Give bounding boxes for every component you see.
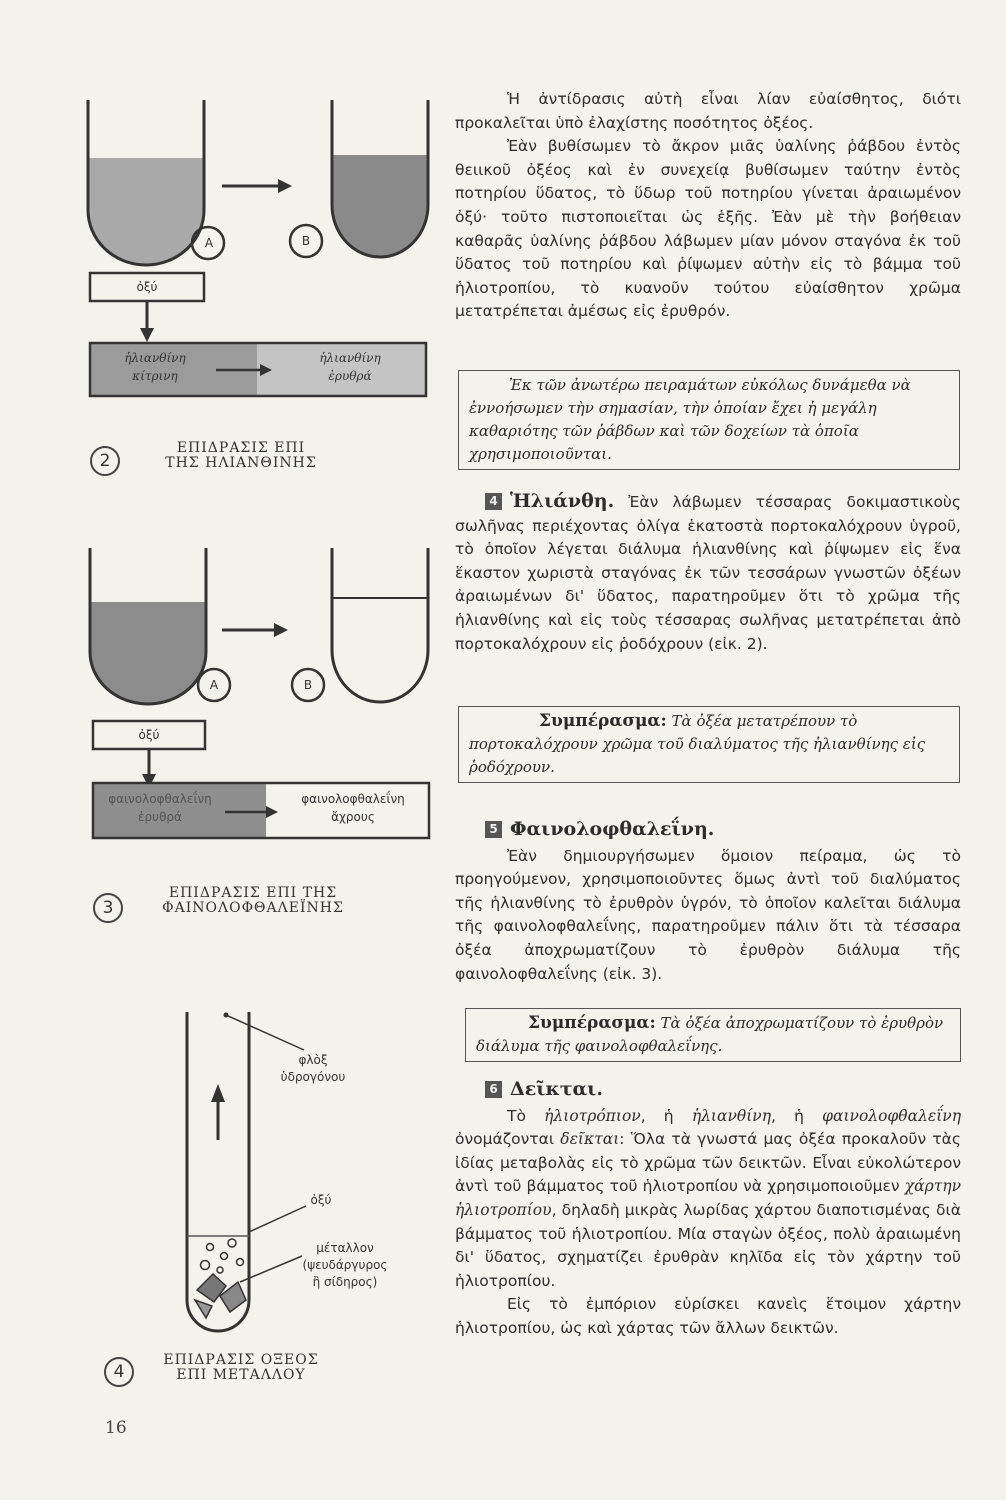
strip-right-label-1: φαινολοφθαλεΐνη [301, 792, 405, 806]
tube-a-letter: A [209, 678, 219, 692]
acid-label: ὀξύ [138, 728, 160, 742]
flame-label-2: ὑδρογόνου [280, 1070, 346, 1084]
section-4-body: Ἐὰν λάβωμεν τέσσαρας δοκιμαστικοὺς σωλῆνας περιέχοντας ὀλίγα ἑκατοστὰ πορτοκαλόχρουν ὑγροῦ, τὸ ὁποῖον λέγεται διάλυμα ἡλιανθίνης καὶ ῥίψωμεν εἰς ἕνα ἕκαστον χωριστὰ σταγόνας ἐκ τῶν τεσσάρων γνωστῶν ὀξέων ἀραιωμένων δι' ὕδατος, παρατηροῦμεν ὅτι τὸ χρῶμα τῆς ἡλιανθίνης καὶ εἰς τοὺς τέσσαρας σωλῆνας μετατρέπεται ἀπὸ πορτοκαλόχρουν εἰς ῥοδόχρουν (εἰκ. 2). [455, 493, 961, 653]
section-6-number: 6 [485, 1081, 502, 1098]
text-run: : Ὅλα τὰ γνωστά μας ὀξέα προκαλοῦν τὰς ἰδίας μεταβολὰς εἰς τὸ χρῶμα τῶν δεικτῶν. Εἶναι εὐκολώτερον ἀντὶ τοῦ βάμματος τοῦ ἡλιοτροπίου νὰ χρησιμοποιοῦμεν [455, 1130, 961, 1196]
tube-b-letter: B [301, 234, 311, 248]
last-paragraph: Εἰς τὸ ἐμπόριον εὑρίσκει κανεὶς ἕτοιμον χάρτην ἡλιοτροπίου, ὡς καὶ χάρτας τῶν ἄλλων δεικτῶν. [455, 1295, 961, 1337]
conclusion-label: Συμπέρασμα: [528, 1013, 656, 1033]
caption-line: ΤΗΣ ΗΛΙΑΝΘΙΝΗΣ [165, 455, 317, 471]
text-run: , δηλαδὴ μικρὰς λωρίδας χάρτου διαποτισμένας διὰ βάμματος τοῦ ἡλιοτροπίου. Μία σταγὼν ὀξέος, πολὺ ἀραιωμένη δι' ὕδατος, σχηματίζει ἐρυθρὰν κηλῖδα εἰς τὸν χάρτην τοῦ ἡλιοτροπίου. [455, 1200, 961, 1290]
caption-line: ΕΠΙΔΡΑΣΙΣ ΕΠΙ [176, 440, 306, 456]
metal-label-2: (ψευδάργυρος [302, 1258, 388, 1272]
term: ἡλιανθίνη [691, 1106, 772, 1125]
figure-2-number: 2 [90, 446, 120, 476]
conclusion-box-1 [458, 706, 960, 783]
text-run: , ἡ [640, 1106, 692, 1125]
caption-line: ΕΠΙΔΡΑΣΙΣ ΟΞΕΟΣ [163, 1352, 319, 1368]
tube-b-letter: B [303, 678, 313, 692]
text-run: , ἡ [771, 1106, 823, 1125]
text-run: Τὸ [507, 1106, 545, 1125]
acid-label: ὀξύ [136, 280, 158, 294]
section-4 [455, 490, 961, 656]
figure-4-number: 4 [104, 1357, 134, 1387]
term: φαινολοφθαλεΐνη [822, 1106, 962, 1125]
caption-line: ΕΠΙΔΡΑΣΙΣ ΕΠΙ ΤΗΣ [168, 885, 338, 901]
strip-right-label-2: ἐρυθρά [328, 369, 372, 383]
intro-paragraphs [455, 88, 961, 324]
note-text: Ἐκ τῶν ἀνωτέρω πειραμάτων εὐκόλως δυνάμεθα νὰ ἐννοήσωμεν τὴν σημασίαν, τὴν ὁποίαν ἔχει ἡ μεγάλη καθαριότης τῶν ῥάβδων καὶ τῶν δοχείων τὰ ὁποῖα χρησιμοποιοῦνται. [469, 376, 911, 463]
section-5-body: Ἐὰν δημιουργήσωμεν ὅμοιον πείραμα, ὡς τὸ προηγούμενον, χρησιμοποιοῦντες ὅμως ἀντὶ τοῦ διαλύματος τῆς ἡλιανθίνης τὸ ἐρυθρὸν ὑγρόν, τὸ ὁποῖον καλεῖται διάλυμα τῆς φαινολοφθαλεΐνης, παρατηροῦμεν πάλιν ὅτι τὰ τέσσαρα ὀξέα ἀποχρωματίζουν τὸ ἐρυθρὸν διάλυμα τῆς φαινολοφθαλεΐνης (εἰκ. 3). [455, 846, 961, 983]
term: χάρτην ἡλιοτροπίου [455, 1177, 961, 1219]
acid-label: ὀξύ [310, 1193, 332, 1207]
paragraph: Ἐὰν βυθίσωμεν τὸ ἄκρον μιᾶς ὑαλίνης ῥάβδου ἐντὸς θειικοῦ ὀξέος καὶ ἐν συνεχείᾳ βυθίσωμεν ταύτην ἐντὸς ποτηρίου ὕδατος, τὸ ὕδωρ τοῦ ποτηρίου γίνεται ἀραιωμένον ὀξύ· τοῦτο πιστοποιεῖται ὡς ἑξῆς. Ἐὰν μὲ τὴν βοήθειαν καθαρᾶς ὑαλίνης ῥάβδου λάβωμεν μίαν μόνον σταγόνα ἐκ τοῦ ὕδατος τοῦ ποτηρίου καὶ ῥίψωμεν αὐτὴν εἰς τὸ βάμμα τοῦ ἡλιοτροπίου, τὸ κυανοῦν τούτου εὐαίσθητον χρῶμα μετατρέπεται ἀμέσως εἰς ἐρυθρόν. [455, 137, 961, 321]
metal-label-1: μέταλλον [316, 1241, 374, 1255]
caption-line: ΦΑΙΝΟΛΟΦΘΑΛΕΪΝΗΣ [162, 900, 344, 916]
paragraph: Ἡ ἀντίδρασις αὐτὴ εἶναι λίαν εὐαίσθητος, διότι προκαλεῖται ὑπὸ ἐλαχίστης ποσότητος ὀξέος. [455, 90, 961, 132]
page-number: 16 [105, 1418, 127, 1438]
section-5-title: Φαινολοφθαλεΐνη. [510, 818, 715, 840]
caption-line: ΕΠΙ ΜΕΤΑΛΛΟΥ [176, 1367, 306, 1383]
section-4-title: Ἡλιάνθη. [510, 490, 615, 512]
strip-right-label-2: ἄχρους [331, 810, 375, 824]
strip-left-label-1: φαινολοφθαλεΐνη [108, 792, 212, 806]
strip-left-label-2: κίτρινη [132, 369, 178, 383]
metal-label-3: ἢ σίδηρος) [312, 1275, 378, 1289]
flame-label-1: φλὸξ [298, 1053, 328, 1067]
conclusion-text: Τὰ ὀξέα μετατρέπουν τὸ πορτοκαλόχρουν χρῶμα τοῦ διαλύματος τῆς ἡλιανθίνης εἰς ῥοδόχρουν. [469, 712, 926, 776]
conclusion-text: Τὰ ὀξέα ἀποχρωματίζουν τὸ ἐρυθρὸν διάλυμα τῆς φαινολοφθαλεΐνης. [476, 1014, 944, 1055]
strip-left-label-2: ἐρυθρά [138, 810, 182, 824]
term: ἡλιοτρόπιον [544, 1106, 641, 1125]
term: δεῖκται [560, 1130, 620, 1149]
note-box [458, 370, 960, 470]
figure-4-caption [146, 1353, 336, 1383]
section-6-body [455, 1105, 961, 1294]
section-6 [455, 1078, 961, 1341]
section-4-number: 4 [485, 493, 502, 510]
strip-left-label-1: ἡλιανθίνη [124, 351, 186, 365]
section-5 [455, 818, 961, 986]
conclusion-box-2 [465, 1008, 961, 1062]
tube-a-letter: A [204, 236, 214, 250]
section-6-title: Δεῖκται. [510, 1078, 603, 1100]
conclusion-label: Συμπέρασμα: [539, 711, 667, 731]
text-run: ὀνομάζονται [455, 1130, 561, 1149]
strip-right-label-1: ἡλιανθίνη [319, 351, 381, 365]
figure-3-number: 3 [93, 893, 123, 923]
section-5-number: 5 [485, 821, 502, 838]
